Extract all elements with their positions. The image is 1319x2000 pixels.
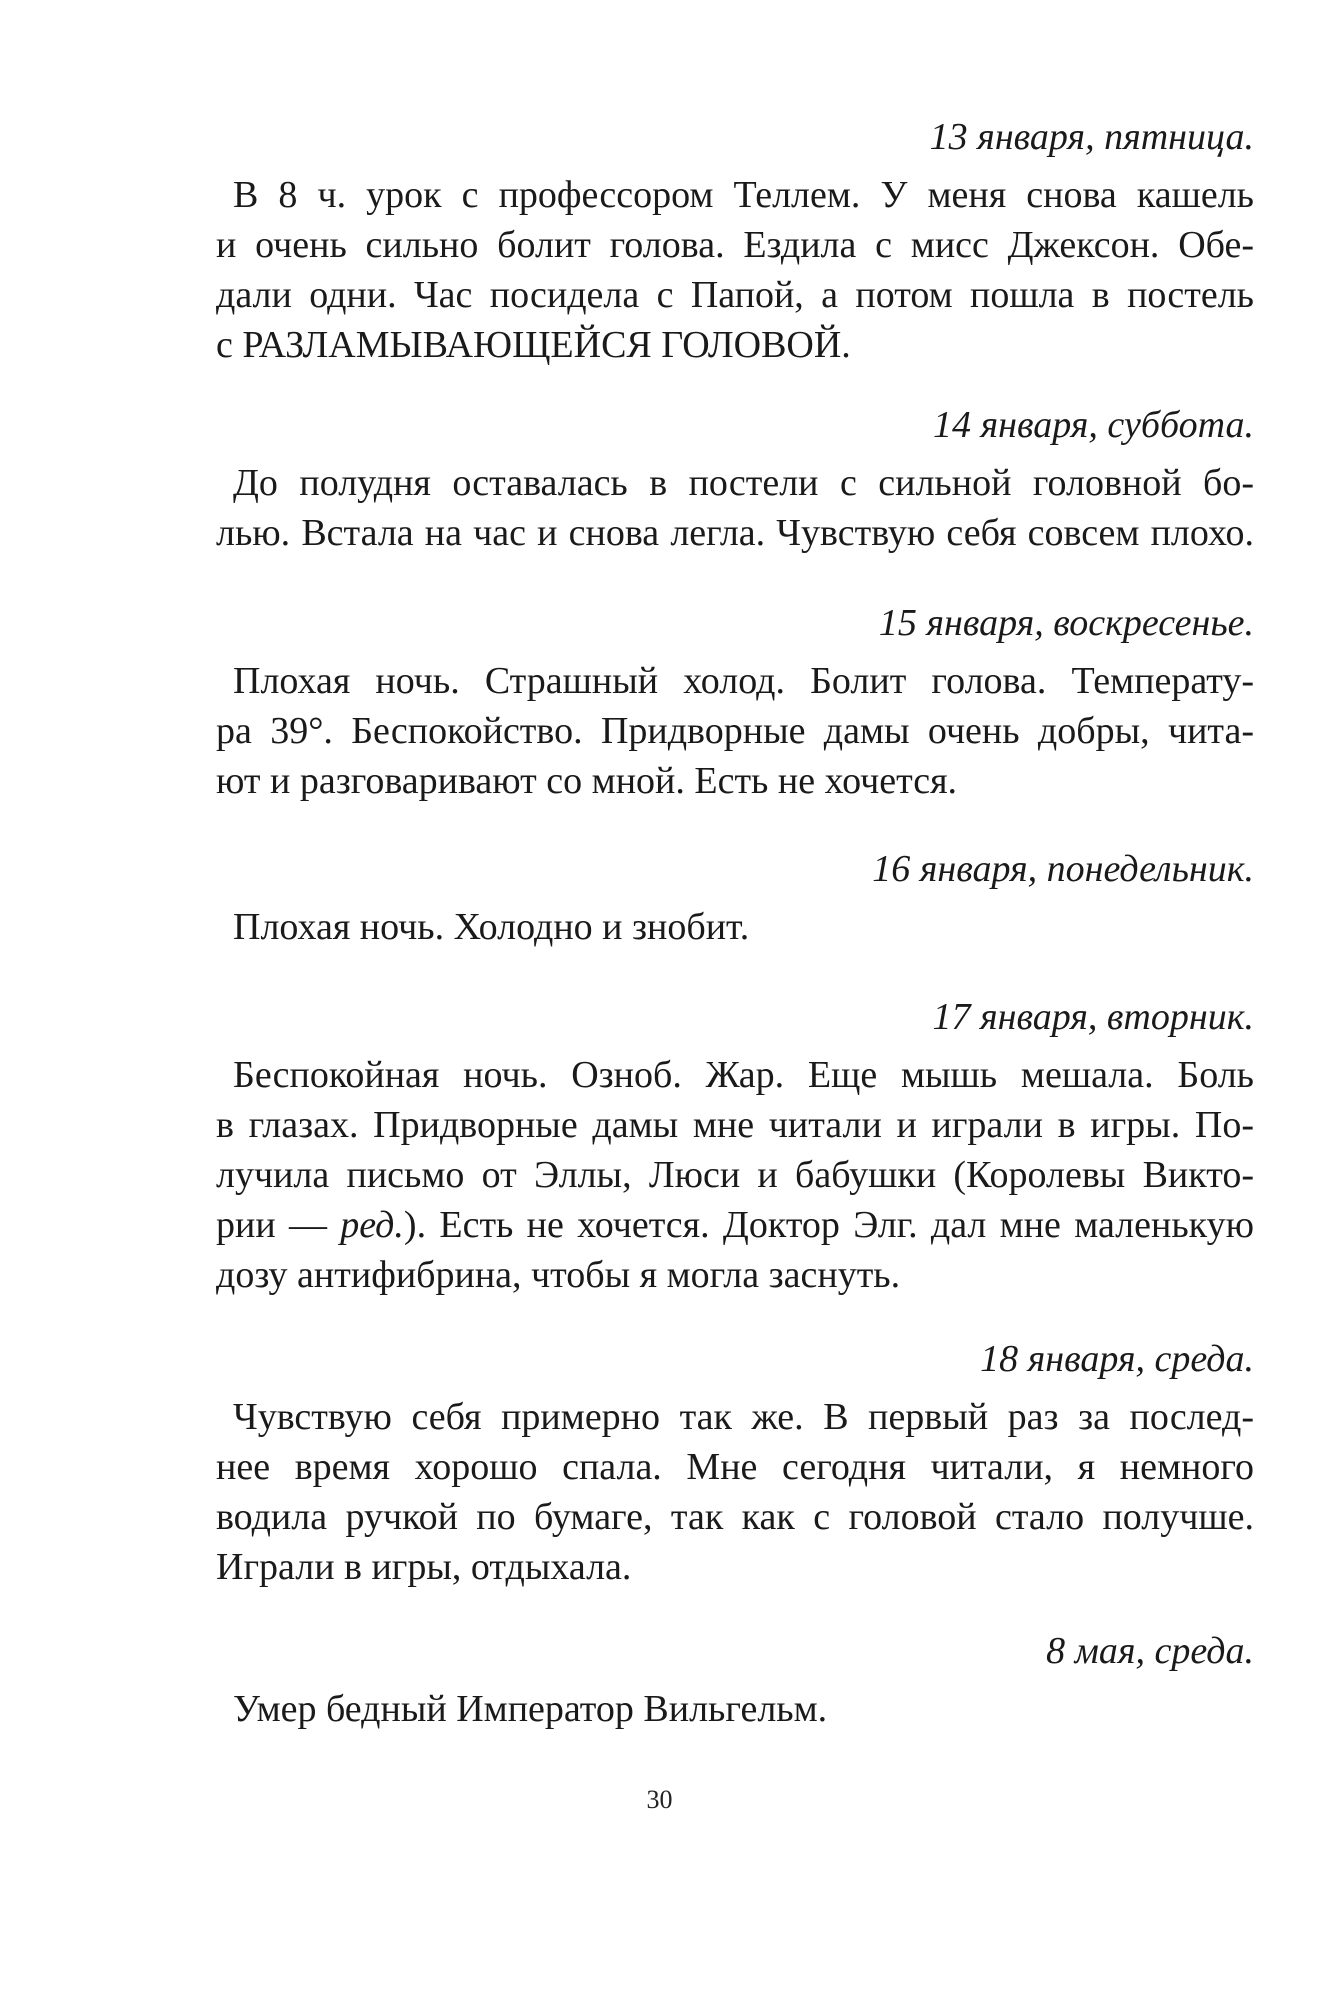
- text-fragment: ). Есть не хочется. Доктор Элг. дал мне маленькую: [403, 1204, 1254, 1246]
- text-fragment: рии —: [216, 1204, 341, 1246]
- text-line: В 8 ч. урок с профессором Теллем. У меня снова кашель: [233, 174, 1254, 216]
- text-line: Умер бедный Император Вильгельм.: [233, 1688, 828, 1730]
- entry-date: 17 января, вторник.: [932, 996, 1254, 1038]
- text-line: Плохая ночь. Холодно и знобит.: [233, 906, 750, 948]
- entry-text: [216, 1392, 1254, 1592]
- entry-date: 8 мая, среда.: [1046, 1630, 1254, 1672]
- entry-text: [216, 458, 1254, 558]
- text-line: Беспокойная ночь. Озноб. Жар. Еще мышь мешала. Боль: [233, 1054, 1254, 1096]
- text-line: До полудня оставалась в постели с сильной головной бо-: [233, 462, 1254, 504]
- text-line: ют и разговаривают со мной. Есть не хочется.: [216, 760, 958, 802]
- text-line: Играли в игры, отдыхала.: [216, 1546, 632, 1588]
- entry-text: [216, 656, 1254, 806]
- entry-text: [216, 1050, 1254, 1300]
- text-line: с РАЗЛАМЫВАЮЩЕЙСЯ ГОЛОВОЙ.: [216, 324, 851, 366]
- text-line: дали одни. Час посидела с Папой, а потом пошла в постель: [216, 274, 1254, 316]
- entry-date: 18 января, среда.: [980, 1338, 1254, 1380]
- text-line: водила ручкой по бумаге, так как с головой стало получше.: [216, 1496, 1254, 1538]
- entry-text: [216, 1684, 1254, 1734]
- text-line: в глазах. Придворные дамы мне читали и играли в игры. По-: [216, 1104, 1254, 1146]
- page-number: 30: [646, 1785, 673, 1814]
- text-line: нее время хорошо спала. Мне сегодня читали, я немного: [216, 1446, 1254, 1488]
- editor-note: ред.: [340, 1204, 404, 1246]
- text-line: Чувствую себя примерно так же. В первый раз за послед-: [233, 1396, 1254, 1438]
- text-line: ра 39°. Беспокойство. Придворные дамы очень добры, чита-: [216, 710, 1254, 752]
- entry-date: 14 января, суббота.: [932, 404, 1254, 446]
- text-line: Плохая ночь. Страшный холод. Болит голова. Температу-: [233, 660, 1254, 702]
- entry-date: 13 января, пятница.: [929, 116, 1254, 158]
- entry-text: [216, 170, 1254, 370]
- text-line: лучила письмо от Эллы, Люси и бабушки (Королевы Викто-: [216, 1154, 1254, 1196]
- text-line: и очень сильно болит голова. Ездила с мисс Джексон. Обе-: [216, 224, 1254, 266]
- entry-date: 16 января, понедельник.: [872, 848, 1254, 890]
- entry-text: [216, 902, 1254, 952]
- text-line: лью. Встала на час и снова легла. Чувствую себя совсем плохо.: [216, 512, 1254, 554]
- entry-date: 15 января, воскресенье.: [878, 602, 1254, 644]
- text-line: дозу антифибрина, чтобы я могла заснуть.: [216, 1254, 901, 1296]
- text-line: [216, 1200, 1254, 1250]
